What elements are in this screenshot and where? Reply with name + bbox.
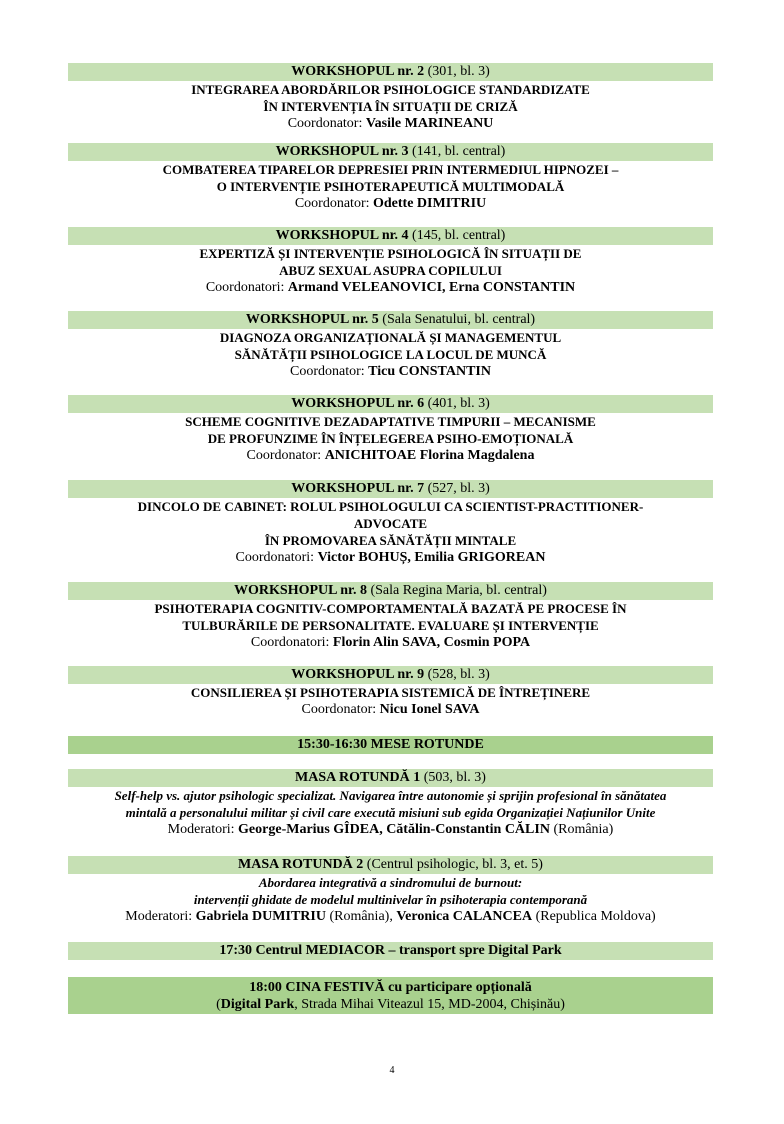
workshop-title: DIAGNOZA ORGANIZAȚIONALĂ ȘI MANAGEMENTUL	[219, 330, 562, 345]
workshop-header: WORKSHOPUL nr. 3 (141, bl. central)	[68, 143, 713, 161]
workshop-2	[68, 63, 713, 132]
workshop-title: ÎN INTERVENȚIA ÎN SITUAȚII DE CRIZĂ	[263, 99, 518, 114]
round-tables-header: 15:30-16:30 MESE ROTUNDE	[68, 736, 713, 754]
workshop-title: ADVOCATE	[353, 516, 428, 531]
round-table-title: mintală a personalului militar și civil care execută misiuni sub egida Organizației Națiunilor Unite	[125, 805, 656, 820]
workshop-coordinator: Coordonator: Vasile MARINEANU	[287, 116, 494, 131]
dinner-location: (Digital Park, Strada Mihai Viteazul 15, MD-2004, Chișinău)	[216, 997, 565, 1012]
workshop-coordinator: Coordonator: Odette DIMITRIU	[294, 196, 487, 211]
workshop-coordinator: Coordonator: Ticu CONSTANTIN	[290, 364, 491, 379]
workshop-coordinator: Coordonatori: Victor BOHUȘ, Emilia GRIGOREAN	[235, 550, 546, 565]
workshop-title: SĂNĂTĂȚII PSIHOLOGICE LA LOCUL DE MUNCĂ	[234, 347, 547, 362]
workshop-coordinator: Coordonator: Nicu Ionel SAVA	[301, 702, 480, 717]
workshop-header: WORKSHOPUL nr. 9 (528, bl. 3)	[68, 666, 713, 684]
round-table-title: Abordarea integrativă a sindromului de burnout:	[258, 875, 523, 890]
workshop-coordinator: Coordonatori: Armand VELEANOVICI, Erna CONSTANTIN	[205, 280, 576, 295]
workshop-coordinator: Coordonator: ANICHITOAE Florina Magdalena	[246, 448, 535, 463]
workshop-title: EXPERTIZĂ ȘI INTERVENȚIE PSIHOLOGICĂ ÎN SITUAȚII DE	[199, 246, 582, 261]
dinner-title: 18:00 CINA FESTIVĂ cu participare opțională	[249, 980, 532, 995]
workshop-header: WORKSHOPUL nr. 8 (Sala Regina Maria, bl. central)	[68, 582, 713, 600]
workshop-8	[68, 582, 713, 651]
workshop-3	[68, 143, 713, 212]
workshop-header: WORKSHOPUL nr. 2 (301, bl. 3)	[68, 63, 713, 81]
workshop-title: INTEGRAREA ABORDĂRILOR PSIHOLOGICE STANDARDIZATE	[191, 82, 590, 97]
workshop-9	[68, 666, 713, 718]
workshop-title: DE PROFUNZIME ÎN ÎNȚELEGEREA PSIHO-EMOȚIONALĂ	[207, 431, 574, 446]
round-table-1	[68, 769, 713, 838]
workshop-header: WORKSHOPUL nr. 7 (527, bl. 3)	[68, 480, 713, 498]
festive-dinner	[68, 977, 713, 1014]
workshop-4	[68, 227, 713, 296]
workshop-title: TULBURĂRILE DE PERSONALITATE. EVALUARE ȘI INTERVENȚIE	[182, 618, 599, 633]
workshop-header: WORKSHOPUL nr. 6 (401, bl. 3)	[68, 395, 713, 413]
round-table-header: MASA ROTUNDĂ 2 (Centrul psihologic, bl. 3, et. 5)	[68, 856, 713, 874]
workshop-title: SCHEME COGNITIVE DEZADAPTATIVE TIMPURII – MECANISME	[185, 414, 596, 429]
workshop-header: WORKSHOPUL nr. 5 (Sala Senatului, bl. central)	[68, 311, 713, 329]
page-number: 4	[389, 1065, 395, 1076]
workshop-title: O INTERVENȚIE PSIHOTERAPEUTICĂ MULTIMODALĂ	[216, 179, 565, 194]
round-table-moderators: Moderatori: George-Marius GÎDEA, Cătălin-Constantin CĂLIN (România)	[167, 822, 614, 837]
workshop-title: CONSILIEREA ȘI PSIHOTERAPIA SISTEMICĂ DE ÎNTREȚINERE	[190, 685, 591, 700]
workshop-title: COMBATEREA TIPARELOR DEPRESIEI PRIN INTERMEDIUL HIPNOZEI –	[162, 162, 619, 177]
workshop-title: PSIHOTERAPIA COGNITIV-COMPORTAMENTALĂ BAZATĂ PE PROCESE ÎN	[154, 601, 627, 616]
round-table-moderators: Moderatori: Gabriela DUMITRIU (România), Veronica CALANCEA (Republica Moldova)	[125, 909, 656, 924]
round-table-header: MASA ROTUNDĂ 1 (503, bl. 3)	[68, 769, 713, 787]
round-table-title: intervenții ghidate de modelul multinivelar în psihoterapia contemporană	[193, 892, 588, 907]
transport-row: 17:30 Centrul MEDIACOR – transport spre Digital Park	[68, 942, 713, 960]
workshop-coordinator: Coordonatori: Florin Alin SAVA, Cosmin POPA	[250, 635, 531, 650]
workshop-title: DINCOLO DE CABINET: ROLUL PSIHOLOGULUI CA SCIENTIST-PRACTITIONER-	[137, 499, 644, 514]
workshop-7	[68, 480, 713, 566]
workshop-title: ÎN PROMOVAREA SĂNĂTĂȚII MINTALE	[264, 533, 517, 548]
workshop-5	[68, 311, 713, 380]
workshop-title: ABUZ SEXUAL ASUPRA COPILULUI	[279, 263, 502, 278]
workshop-header: WORKSHOPUL nr. 4 (145, bl. central)	[68, 227, 713, 245]
round-table-2	[68, 856, 713, 925]
workshop-6	[68, 395, 713, 464]
round-table-title: Self-help vs. ajutor psihologic specializat. Navigarea între autonomie și sprijin profesional în sănătatea	[114, 788, 667, 803]
